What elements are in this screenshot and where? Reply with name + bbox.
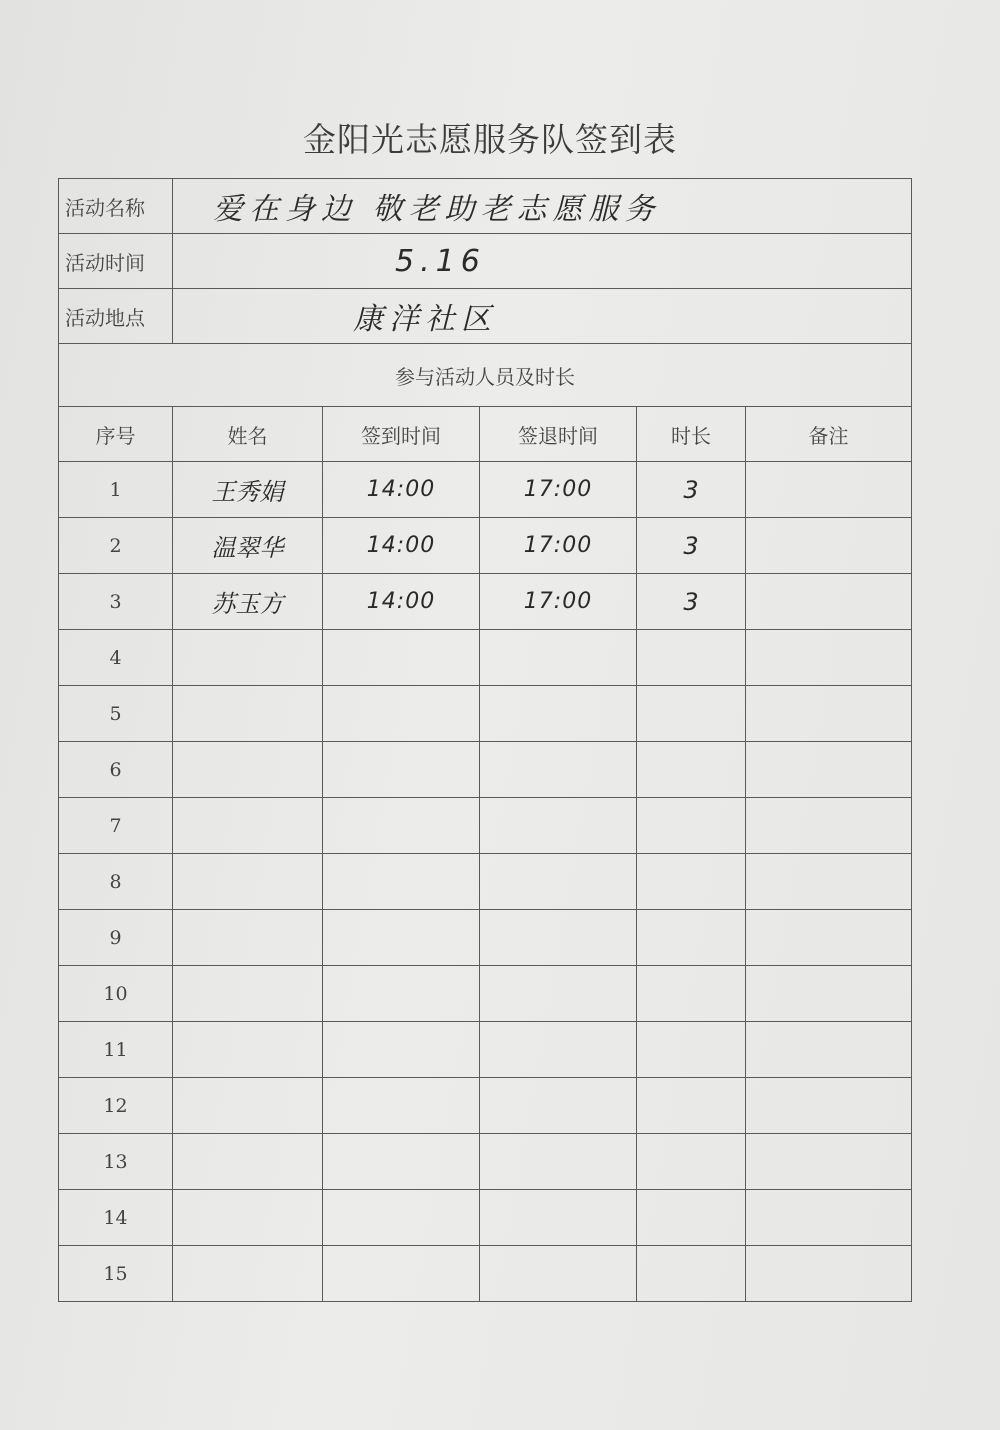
sign-in-time [323,742,480,798]
note-cell [746,854,912,910]
row-number: 10 [59,966,173,1022]
table-row [59,910,912,966]
duration-hours [637,1022,746,1078]
note-cell [746,798,912,854]
sign-out-time [480,798,637,854]
row-number: 5 [59,686,173,742]
duration-hours [637,798,746,854]
section-title-row [59,344,912,407]
row-number: 9 [59,910,173,966]
duration-hours [637,966,746,1022]
sign-out-time [480,854,637,910]
sign-out-time [480,686,637,742]
duration-hours [637,1134,746,1190]
duration-hours [637,1078,746,1134]
sign-in-time [323,1190,480,1246]
row-number: 15 [59,1246,173,1302]
row-number: 1 [59,462,173,518]
table-row [59,574,912,630]
note-cell [746,1134,912,1190]
table-row [59,1190,912,1246]
sign-out-time [480,742,637,798]
note-cell [746,966,912,1022]
row-number: 3 [59,574,173,630]
note-cell [746,742,912,798]
sign-out-time: 17:00 [480,518,637,574]
sign-in-time [323,1022,480,1078]
attendee-name [173,742,323,798]
table-row [59,1022,912,1078]
sign-in-time [323,854,480,910]
column-header-row [59,407,912,462]
note-cell [746,1190,912,1246]
attendee-name [173,1078,323,1134]
sign-out-time [480,1078,637,1134]
sign-in-time: 14:00 [323,462,480,518]
table-row [59,1246,912,1302]
sign-out-time [480,1022,637,1078]
row-number: 4 [59,630,173,686]
row-number: 6 [59,742,173,798]
row-number: 12 [59,1078,173,1134]
row-number: 8 [59,854,173,910]
row-number: 13 [59,1134,173,1190]
table-row [59,798,912,854]
note-cell [746,910,912,966]
attendee-name [173,854,323,910]
sign-out-time [480,1134,637,1190]
info-row-activity-time [59,234,912,289]
attendee-name [173,1246,323,1302]
note-cell [746,574,912,630]
table-row [59,854,912,910]
sign-in-time [323,686,480,742]
attendee-name [173,798,323,854]
attendee-name: 王秀娟 [173,462,323,518]
attendee-name [173,1134,323,1190]
row-number: 14 [59,1190,173,1246]
activity-name-label: 活动名称 [59,179,173,234]
info-row-activity-name [59,179,912,234]
duration-hours: 3 [637,574,746,630]
note-cell [746,1022,912,1078]
activity-time-label: 活动时间 [59,234,173,289]
attendee-name [173,630,323,686]
activity-time-value: 5.16 [173,234,912,289]
duration-hours [637,854,746,910]
col-header-name: 姓名 [173,407,323,462]
duration-hours [637,686,746,742]
table-row [59,742,912,798]
row-number: 2 [59,518,173,574]
table-row [59,1134,912,1190]
attendee-name [173,686,323,742]
attendee-name: 苏玉方 [173,574,323,630]
note-cell [746,462,912,518]
page-title: 金阳光志愿服务队签到表 [303,120,677,159]
table-row [59,462,912,518]
sign-out-time [480,1246,637,1302]
duration-hours: 3 [637,462,746,518]
attendee-name [173,1190,323,1246]
sign-in-time [323,630,480,686]
table-row [59,518,912,574]
table-row [59,686,912,742]
duration-hours [637,910,746,966]
sign-in-time: 14:00 [323,518,480,574]
attendee-name [173,910,323,966]
duration-hours [637,1246,746,1302]
info-row-activity-location [59,289,912,344]
duration-hours [637,1190,746,1246]
col-header-sign-in: 签到时间 [323,407,480,462]
note-cell [746,686,912,742]
duration-hours: 3 [637,518,746,574]
sign-in-sheet [58,178,911,1302]
col-header-no: 序号 [59,407,173,462]
note-cell [746,630,912,686]
col-header-note: 备注 [746,407,912,462]
activity-name-value: 爱在身边 敬老助老志愿服务 [173,179,912,234]
activity-location-value: 康洋社区 [173,289,912,344]
col-header-sign-out: 签退时间 [480,407,637,462]
table-row [59,966,912,1022]
note-cell [746,1078,912,1134]
activity-location-label: 活动地点 [59,289,173,344]
sign-in-time [323,1134,480,1190]
section-title: 参与活动人员及时长 [59,344,912,407]
sign-out-time: 17:00 [480,462,637,518]
sign-out-time [480,1190,637,1246]
sign-out-time [480,910,637,966]
sign-in-time [323,1246,480,1302]
sign-in-time [323,798,480,854]
sign-in-time [323,910,480,966]
sign-out-time [480,966,637,1022]
table-row [59,1078,912,1134]
attendee-name: 温翠华 [173,518,323,574]
duration-hours [637,630,746,686]
sign-in-time [323,966,480,1022]
table-row [59,630,912,686]
sign-out-time: 17:00 [480,574,637,630]
attendee-name [173,966,323,1022]
col-header-duration: 时长 [637,407,746,462]
note-cell [746,1246,912,1302]
row-number: 11 [59,1022,173,1078]
sign-in-time [323,1078,480,1134]
row-number: 7 [59,798,173,854]
sign-in-time: 14:00 [323,574,480,630]
attendee-name [173,1022,323,1078]
note-cell [746,518,912,574]
sign-out-time [480,630,637,686]
sign-in-table [58,178,912,1302]
duration-hours [637,742,746,798]
